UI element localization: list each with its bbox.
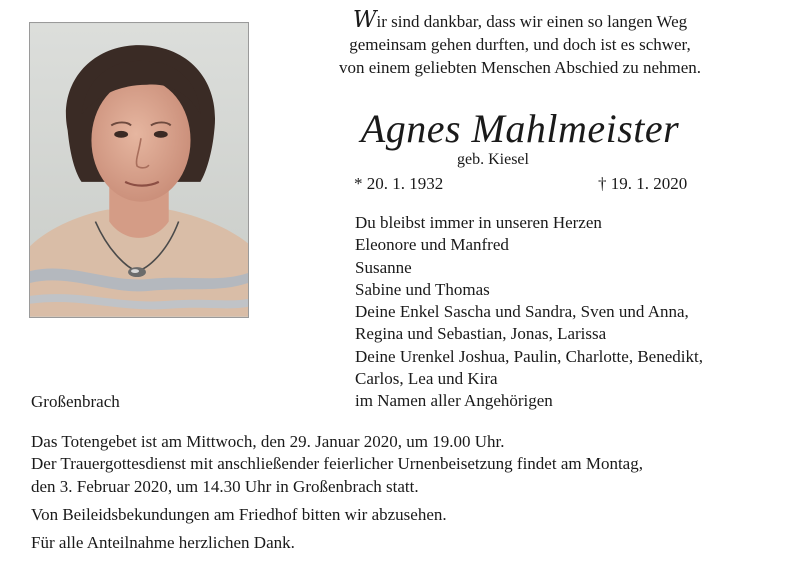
death-date: † 19. 1. 2020 [598,174,688,193]
notice-service-date: den 3. Februar 2020, um 14.30 Uhr in Großenbrach statt. [31,476,419,496]
notice-prayer: Das Totengebet ist am Mittwoch, den 29. Januar 2020, um 19.00 Uhr. [31,432,505,451]
memorial-quote [262,9,778,79]
maiden-name: geb. Kiesel [457,151,529,168]
notice-condolences: Von Beileidsbekundungen am Friedhof bitten wir abzusehen. [31,504,447,524]
mourner-line: Deine Enkel Sascha und Sandra, Sven und Anna, [355,302,689,322]
place-name: Großenbrach [31,392,120,411]
quote-line-1: ir sind dankbar, dass wir einen so langen Weg [376,12,688,31]
deceased-name: Agnes Mahlmeister [360,106,680,151]
mourner-line: Sabine und Thomas [355,279,490,299]
mourner-line: Du bleibst immer in unseren Herzen [355,213,602,232]
portrait-photo [29,22,249,318]
mourner-line: Susanne [355,257,412,277]
mourner-line: Carlos, Lea und Kira [355,369,498,389]
mourner-line: Eleonore und Manfred [355,235,509,255]
mourner-line: Regina und Sebastian, Jonas, Larissa [355,324,607,344]
mourner-line: Deine Urenkel Joshua, Paulin, Charlotte, Benedikt, [355,346,703,366]
quote-line-2: gemeinsam gehen durften, und doch ist es schwer, [349,35,691,54]
notice-thanks: Für alle Anteilnahme herzlichen Dank. [31,533,295,553]
quote-initial: W [352,7,377,33]
mourners-list [355,212,785,413]
birth-date: * 20. 1. 1932 [354,174,444,193]
service-notices [31,431,791,554]
notice-service: Der Trauergottesdienst mit anschließender feierlicher Urnenbeisetzung findet am Montag, [31,454,643,474]
mourner-line: im Namen aller Angehörigen [355,391,553,411]
quote-line-3: von einem geliebten Menschen Abschied zu nehmen. [338,58,702,77]
